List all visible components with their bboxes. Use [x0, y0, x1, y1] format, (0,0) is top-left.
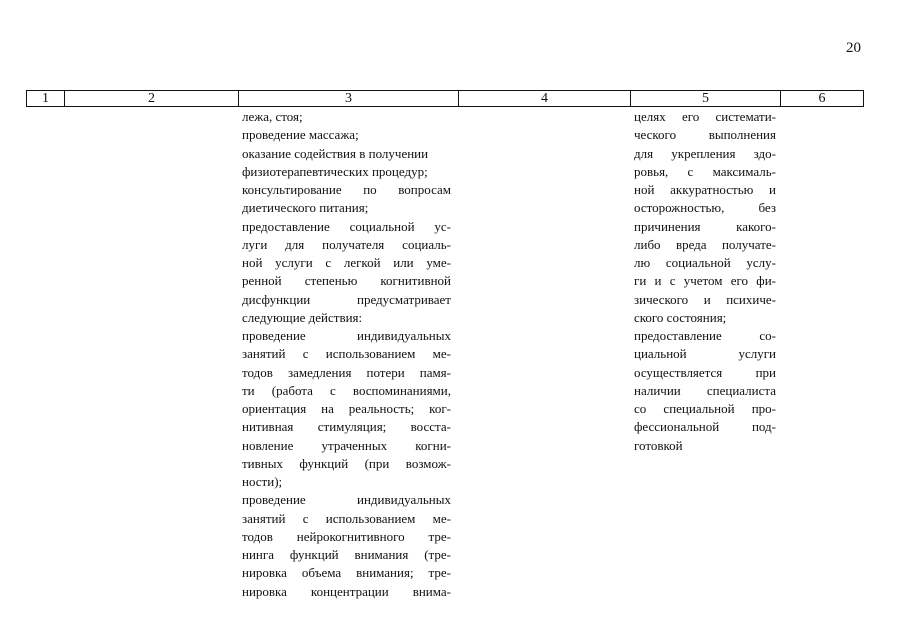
- header-col-5: 5: [631, 91, 781, 106]
- text-line: ной услуги с легкой или уме-: [242, 255, 451, 270]
- header-col-2: 2: [65, 91, 239, 106]
- text-line: ти (работа с воспоминаниями,: [242, 382, 451, 398]
- text-line: ной аккуратностью и: [634, 182, 776, 197]
- text-line: занятий с использованием ме-: [242, 510, 451, 526]
- text-line: либо вреда получате-: [634, 236, 776, 252]
- text-line: нировка объема внимания; тре-: [242, 565, 451, 581]
- text-line: для укрепления здо-: [634, 145, 776, 161]
- text-line: ги и с учетом его фи-: [634, 273, 776, 289]
- text-line: оказание содействия в получении: [242, 145, 429, 161]
- text-line: предоставление со-: [634, 328, 776, 343]
- text-line: лежа, стоя;: [242, 109, 303, 124]
- column-3-text: [242, 108, 451, 601]
- text-line: ческого выполнения: [634, 127, 776, 143]
- header-col-6: 6: [818, 91, 826, 106]
- text-line: предоставление социальной ус-: [242, 218, 451, 234]
- header-col-4: 4: [459, 91, 631, 106]
- text-line: тодов нейрокогнитивного тре-: [242, 528, 451, 544]
- text-line: нировка концентрации внима-: [242, 583, 451, 599]
- text-line: готовкой: [634, 437, 683, 453]
- table-header-row: [26, 90, 864, 107]
- text-line: физиотерапевтических процедур;: [242, 163, 428, 179]
- text-line: ориентация на реальность; ког-: [242, 401, 451, 416]
- column-5-text: [634, 108, 776, 455]
- text-line: фессиональной под-: [634, 419, 776, 435]
- text-line: со специальной про-: [634, 401, 776, 416]
- text-line: диетического питания;: [242, 200, 369, 216]
- text-line: дисфункции предусматривает: [242, 291, 451, 307]
- text-line: осторожностью, без: [634, 200, 776, 216]
- text-line: ского состояния;: [634, 309, 727, 325]
- text-line: новление утраченных когни-: [242, 437, 451, 453]
- page-number: 20: [846, 40, 861, 56]
- text-line: зического и психиче-: [634, 291, 776, 307]
- text-line: проведение индивидуальных: [242, 492, 451, 508]
- text-line: консультирование по вопросам: [242, 182, 451, 197]
- text-line: причинения какого-: [634, 218, 776, 234]
- text-line: тивных функций (при возмож-: [242, 455, 451, 471]
- text-line: нитивная стимуляция; восста-: [242, 419, 451, 435]
- text-line: проведение массажа;: [242, 127, 359, 143]
- text-line: лю социальной услу-: [634, 255, 776, 270]
- header-col-3: 3: [239, 91, 459, 106]
- text-line: наличии специалиста: [634, 382, 776, 398]
- text-line: проведение индивидуальных: [242, 328, 451, 343]
- text-line: циальной услуги: [634, 346, 776, 362]
- text-line: луги для получателя социаль-: [242, 236, 451, 252]
- text-line: ности);: [242, 474, 283, 489]
- text-line: ренной степенью когнитивной: [242, 273, 451, 289]
- text-line: следующие действия:: [242, 309, 363, 325]
- text-line: ровья, с максималь-: [634, 163, 776, 179]
- text-line: нинга функций внимания (тре-: [242, 547, 451, 562]
- header-col-1: 1: [27, 91, 65, 106]
- text-line: целях его системати-: [634, 109, 776, 124]
- text-line: осуществляется при: [634, 364, 776, 380]
- text-line: тодов замедления потери памя-: [242, 364, 451, 380]
- text-line: занятий с использованием ме-: [242, 346, 451, 362]
